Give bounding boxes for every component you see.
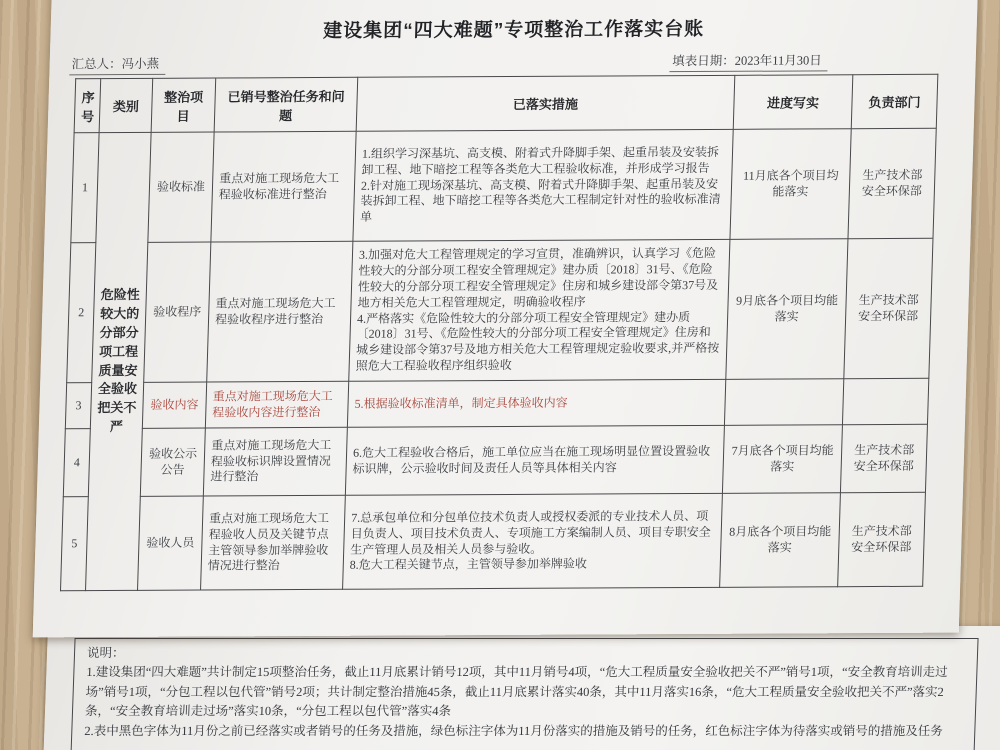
table-header-row (74, 74, 938, 133)
cell-department: 生产技术部 安全环保部 (848, 128, 936, 238)
cell-progress: 7月底各个项目均能落实 (722, 425, 842, 494)
notes-sheet (43, 626, 1000, 750)
ledger-table (60, 74, 938, 592)
cell-project: 验收人员 (138, 496, 204, 590)
cell-no: 3 (65, 383, 91, 429)
column-header-department: 负责部门 (851, 74, 938, 128)
table-row (71, 128, 936, 243)
cell-progress: 8月底各个项目均能落实 (720, 493, 841, 588)
cell-no: 4 (63, 429, 90, 497)
cell-measures: 5.根据验收标准清单，制定具体验收内容 (347, 379, 725, 427)
column-header-project: 整治项目 (151, 78, 216, 132)
cell-project: 验收公示公告 (140, 428, 205, 496)
cell-department: 生产技术部 安全环保部 (840, 424, 927, 492)
cell-project: 验收内容 (142, 382, 206, 428)
fill-date-label: 填表日期：2023年11月30日 (670, 50, 828, 72)
column-header-no: 序号 (74, 79, 101, 133)
cell-project: 验收标准 (148, 132, 214, 242)
cell-department (842, 378, 928, 424)
column-header-task: 已销号整治任务和问题 (214, 77, 358, 132)
table-row (67, 238, 933, 383)
cell-task: 重点对施工现场危大工程验收人员及关键节点主管领导参加举牌验收情况进行整治 (201, 495, 346, 590)
column-header-category: 类别 (99, 78, 153, 132)
cell-department: 生产技术部 安全环保部 (844, 238, 933, 378)
cell-project: 验收程序 (144, 242, 211, 382)
cell-no: 5 (61, 497, 89, 591)
summarizer-label: 汇总人：冯小燕 (69, 54, 165, 75)
cell-task: 重点对施工现场危大工程验收标识牌设置情况进行整治 (203, 427, 347, 496)
cell-measures: 7.总承包单位和分包单位技术负责人或授权委派的专业技术人员、项目负责人、项目技术负责人、专项施工方案编制人员、项目专职安全生产管理人员及相关人员参与验收。 8.危大工程关键节点，主管领导参加举牌验收 (343, 493, 723, 589)
column-header-measures: 已落实措施 (356, 75, 735, 131)
notes-heading: 说明： (86, 646, 125, 660)
cell-task: 重点对施工现场危大工程验收程序进行整治 (207, 241, 353, 382)
cell-progress: 9月底各个项目均能落实 (726, 239, 848, 380)
column-header-progress: 进度写实 (733, 75, 853, 130)
meta-row (69, 50, 828, 75)
cell-department: 生产技术部 安全环保部 (838, 492, 926, 586)
note-line: 1.建设集团“四大难题”共计制定15项整治任务，截止11月底累计销号12项，其中11月销号4项，“危大工程质量安全验收把关不严”销号1项，“安全教育培训走过场”销号1项，“分包工程以包代管”销号2项；共计制定整治措施45条，截止11月底累计落实40条，其中11月落实16条，“危大工程质量安全验收把关不严”落实2条，“安全教育培训走过场”落实10条，“分包工程以包代管”落实4条 (84, 665, 948, 719)
cell-measures: 6.危大工程验收合格后，施工单位应当在施工现场明显位置设置验收标识牌，公示验收时间及责任人员等具体相关内容 (345, 425, 724, 495)
cell-task: 重点对施工现场危大工程验收标准进行整治 (211, 131, 356, 242)
document-title: 建设集团“四大难题”专项整治工作落实台账 (322, 19, 705, 42)
cell-no: 1 (71, 133, 99, 243)
cell-task: 重点对施工现场危大工程验收内容进行整治 (205, 381, 348, 428)
cell-no: 2 (67, 243, 96, 383)
cell-progress (724, 379, 843, 426)
table-row (63, 424, 927, 497)
cell-measures: 1.组织学习深基坑、高支模、附着式升降脚手架、起重吊装及安装拆卸工程、地下暗挖工程等各类危大工程验收标准，并形成学习报告 2.针对施工现场深基坑、高支模、附着式升降脚手架、起重吊装及安装拆卸工程、地下暗挖工程等各类危大工程制定针对性的验收标准清单 (353, 129, 733, 241)
table-row (61, 492, 926, 591)
cell-measures: 3.加强对危大工程管理规定的学习宣贯，准确辨识，认真学习《危险性较大的分部分项工程安全管理规定》建办质〔2018〕31号、《危险性较大的分部分项工程安全管理规定》住房和城乡建设部令第37号及地方相关危大工程管理规定，明确验收程序 4.严格落实《危险性较大的分部分项工程安全管理规定》建办质〔2018〕31号、《危险性较大的分部分项工程安全管理规定》住房和城乡建设部令第37号及地方相关危大工程管理规定验收要求,并严格按照危大工程验收程序组织验收 (349, 239, 730, 381)
note-line: 2.表中黑色字体为11月份之前已经落实或者销号的任务及措施，绿色标注字体为11月份落实的措施及销号的任务，红色标注字体为待落实或销号的措施及任务 (84, 723, 944, 738)
cell-progress: 11月底各个项目均能落实 (730, 129, 851, 240)
cell-category-merged: 危险性较大的分部分项工程质量安全验收把关不严 (86, 132, 152, 590)
notes-box (71, 638, 979, 750)
table-row-pending (65, 378, 929, 429)
ledger-sheet (33, 0, 978, 637)
